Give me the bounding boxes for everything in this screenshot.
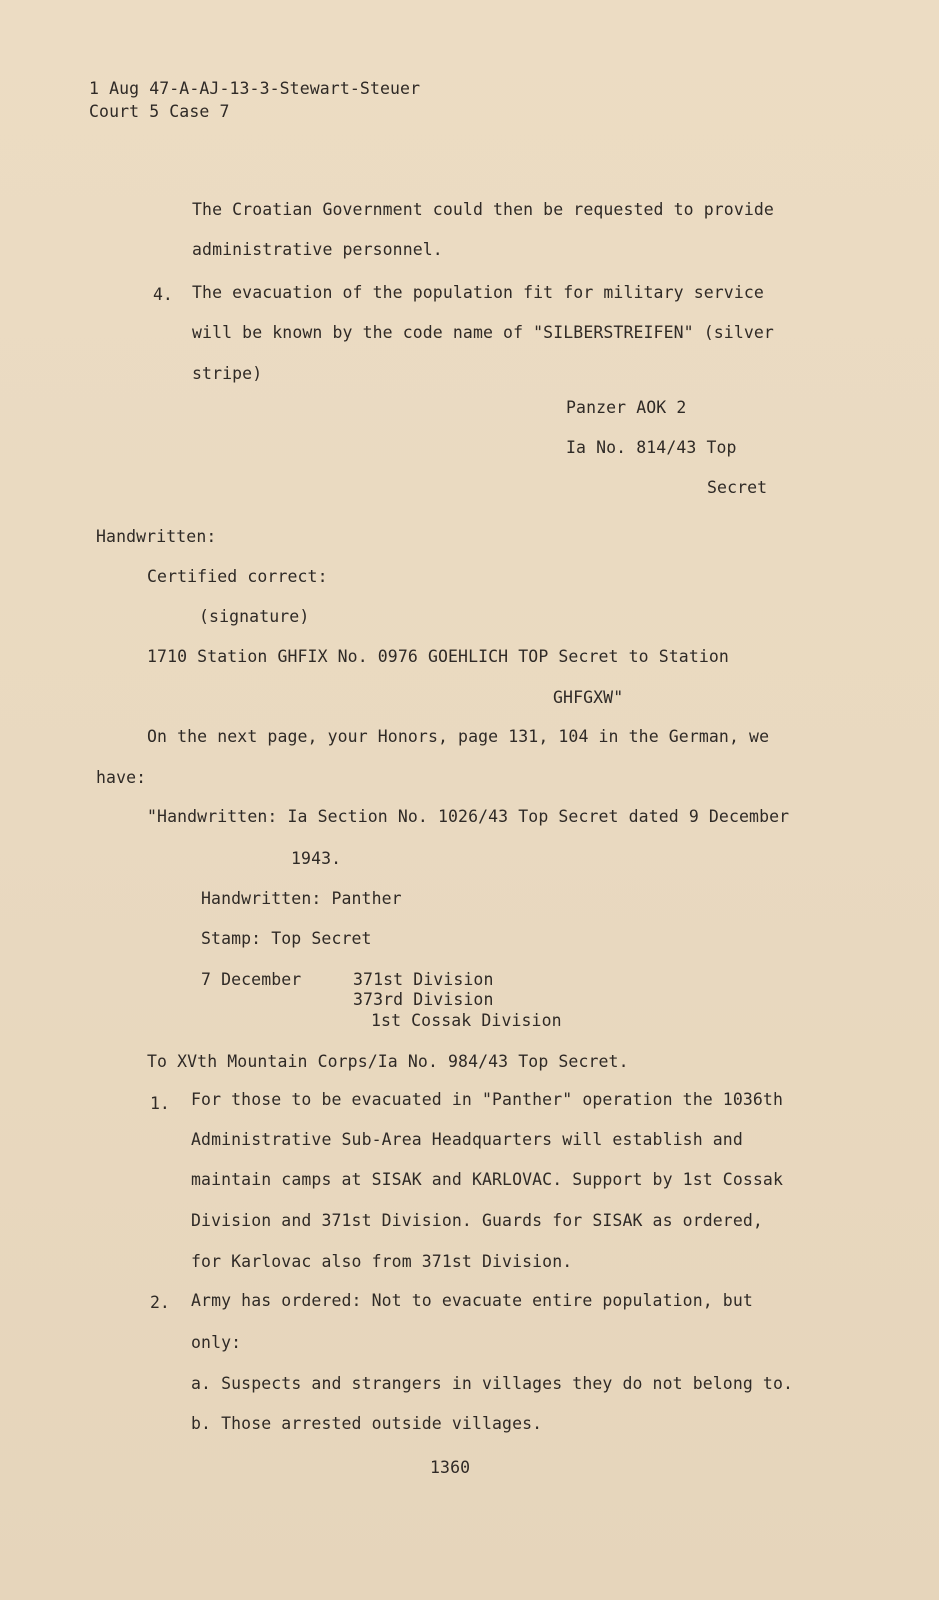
- paragraph-line: b. Those arrested outside villages.: [191, 1414, 543, 1433]
- paragraph-line: stripe): [192, 364, 263, 383]
- page-number: 1360: [430, 1458, 471, 1477]
- stamp-line: Stamp: Top Secret: [201, 929, 372, 948]
- header-line-2: Court 5 Case 7: [89, 102, 230, 121]
- division-line: 1st Cossak Division: [371, 1011, 562, 1030]
- quote-line: "Handwritten: Ia Section No. 1026/43 Top Secret dated 9 December: [147, 807, 790, 826]
- paragraph-line: maintain camps at SISAK and KARLOVAC. Support by 1st Cossak: [191, 1170, 783, 1189]
- quote-line: 1943.: [291, 849, 342, 868]
- date-line: 7 December: [201, 970, 302, 989]
- signature-block-line: Secret: [707, 478, 768, 497]
- handwritten-panther: Handwritten: Panther: [201, 889, 402, 908]
- item-number: 2.: [150, 1293, 170, 1312]
- paragraph-line: The Croatian Government could then be requested to provide: [192, 200, 774, 219]
- item-number: 1.: [150, 1094, 170, 1113]
- header-line-1: 1 Aug 47-A-AJ-13-3-Stewart-Steuer: [89, 79, 421, 98]
- paragraph-line: Division and 371st Division. Guards for SISAK as ordered,: [191, 1211, 763, 1230]
- item-number: 4.: [153, 285, 173, 304]
- division-line: 373rd Division: [353, 990, 494, 1009]
- narration-line: have:: [96, 768, 147, 787]
- handwritten-label: Handwritten:: [96, 527, 217, 546]
- station-line: 1710 Station GHFIX No. 0976 GOEHLICH TOP Secret to Station: [147, 647, 729, 666]
- narration-line: On the next page, your Honors, page 131, 104 in the German, we: [147, 727, 770, 746]
- paragraph-line: will be known by the code name of "SILBERSTREIFEN" (silver: [192, 323, 774, 342]
- paragraph-line: only:: [191, 1333, 242, 1352]
- paragraph-line: for Karlovac also from 371st Division.: [191, 1252, 573, 1271]
- paragraph-line: Army has ordered: Not to evacuate entire population, but: [191, 1291, 753, 1310]
- station-line: GHFGXW": [553, 688, 624, 707]
- signature-placeholder: (signature): [199, 607, 310, 626]
- signature-block-line: Panzer AOK 2: [566, 398, 687, 417]
- paragraph-line: For those to be evacuated in "Panther" operation the 1036th: [191, 1090, 783, 1109]
- to-line: To XVth Mountain Corps/Ia No. 984/43 Top Secret.: [147, 1052, 629, 1071]
- paragraph-line: administrative personnel.: [192, 240, 443, 259]
- signature-block-line: Ia No. 814/43 Top: [566, 438, 737, 457]
- paragraph-line: a. Suspects and strangers in villages they do not belong to.: [191, 1374, 794, 1393]
- paragraph-line: Administrative Sub-Area Headquarters will establish and: [191, 1130, 743, 1149]
- certified-line: Certified correct:: [147, 567, 328, 586]
- paragraph-line: The evacuation of the population fit for military service: [192, 283, 764, 302]
- division-line: 371st Division: [353, 970, 494, 989]
